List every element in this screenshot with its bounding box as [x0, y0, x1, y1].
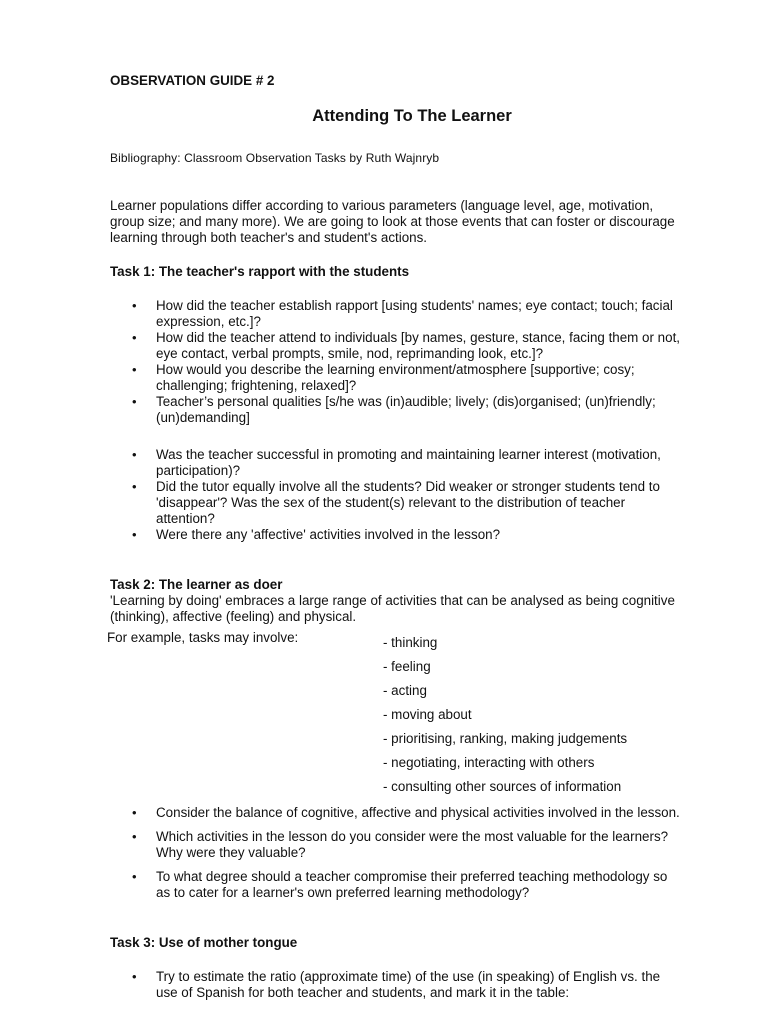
task1-bullet-list-a [110, 298, 730, 426]
bullet-icon: • [132, 298, 137, 313]
task1-heading: Task 1: The teacher's rapport with the students [110, 264, 410, 279]
intro-paragraph [110, 198, 750, 246]
example-intro: For example, tasks may involve: [107, 630, 299, 645]
list-item: • Which activities in the lesson do you consider were the most valuable for the learners? Why were they valuable? [132, 829, 669, 860]
intro-line: group size; and many more). We are going to look at those events that can foster or discourage [110, 214, 675, 229]
page-title: Attending To The Learner [312, 107, 512, 125]
bullet-icon: • [132, 869, 137, 884]
bullet-icon: • [132, 447, 137, 462]
list-item: • How did the teacher attend to individuals [by names, gesture, stance, facing them or not, eye contact, verbal prompts, smile, nod, reprimanding look, etc.]? [132, 330, 681, 361]
guide-label: OBSERVATION GUIDE # 2 [110, 73, 275, 88]
bullet-icon: • [132, 330, 137, 345]
activity-item: - feeling [383, 659, 431, 674]
bullet-icon: • [132, 829, 137, 844]
task3-heading: Task 3: Use of mother tongue [110, 935, 298, 950]
bullet-icon: • [132, 527, 137, 542]
bibliography: Bibliography: Classroom Observation Tasks by Ruth Wajnryb [110, 151, 440, 165]
bullet-icon: • [132, 394, 137, 409]
activity-item: - acting [383, 683, 427, 698]
task3-bullet-list [110, 969, 730, 1001]
list-item: • How would you describe the learning environment/atmosphere [supportive; cosy; challenging; frightening, relaxed]? [132, 362, 635, 393]
list-item: • Was the teacher successful in promoting and maintaining learner interest (motivation, participation)? [132, 447, 661, 478]
activity-item: - prioritising, ranking, making judgements [383, 731, 628, 746]
intro-line: Learner populations differ according to various parameters (language level, age, motivation, [110, 198, 654, 213]
list-item: • Try to estimate the ratio (approximate time) of the use (in speaking) of English vs. the use of Spanish for both teacher and students, and mark it in the table: [132, 969, 661, 1000]
list-item: • Consider the balance of cognitive, affective and physical activities involved in the lesson. [132, 805, 680, 820]
intro-line: learning through both teacher's and student's actions. [110, 230, 428, 245]
bullet-icon: • [132, 362, 137, 377]
activity-item: - consulting other sources of information [383, 779, 622, 794]
list-item: • How did the teacher establish rapport [using students' names; eye contact; touch; facial expression, etc.]? [132, 298, 673, 329]
activity-item: - thinking [383, 635, 438, 650]
activity-item: - negotiating, interacting with others [383, 755, 595, 770]
bullet-icon: • [132, 969, 137, 984]
task2-bullet-list [110, 805, 730, 901]
task2-line: 'Learning by doing' embraces a large range of activities that can be analysed as being cognitive [110, 593, 675, 608]
task1-bullet-list-b [110, 447, 730, 543]
bullet-icon: • [132, 805, 137, 820]
task2-heading: Task 2: The learner as doer [110, 577, 283, 592]
activity-item: - moving about [383, 707, 472, 722]
list-item: • Were there any 'affective' activities involved in the lesson? [132, 527, 501, 542]
list-item: • Did the tutor equally involve all the students? Did weaker or stronger students tend to 'disappear'? Was the sex of the student(s) relevant to the distribution of teacher attention? [132, 479, 660, 526]
bullet-icon: • [132, 479, 137, 494]
list-item: • To what degree should a teacher compromise their preferred teaching methodology so as to cater for a learner's own preferred learning methodology? [132, 869, 668, 900]
task2-line: (thinking), affective (feeling) and physical. [110, 609, 357, 624]
list-item: • Teacher’s personal qualities [s/he was (in)audible; lively; (dis)organised; (un)friendly; (un)demanding] [132, 394, 656, 425]
task2-paragraph [110, 593, 750, 625]
